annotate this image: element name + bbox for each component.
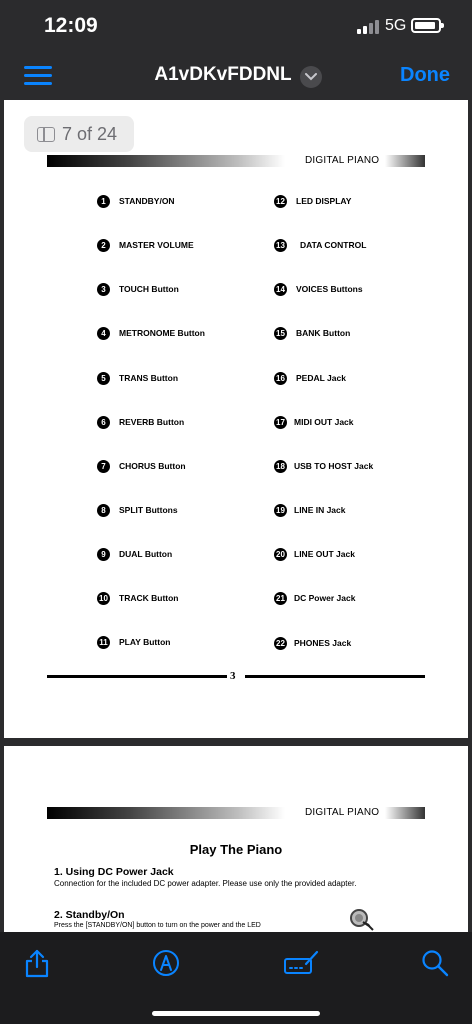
item-number: 3 <box>97 283 110 296</box>
legend-item <box>274 414 354 430</box>
item-number: 21 <box>274 592 287 605</box>
header-label: DIGITAL PIANO <box>305 807 380 818</box>
share-icon[interactable] <box>22 948 52 978</box>
item-label: METRONOME Button <box>119 328 205 338</box>
item-number: 20 <box>274 548 287 561</box>
item-label: SPLIT Buttons <box>119 505 178 515</box>
item-label: TRACK Button <box>119 593 179 603</box>
sidebar-icon <box>37 127 55 142</box>
item-number: 14 <box>274 283 287 296</box>
item-label: PLAY Button <box>119 637 171 647</box>
legend-item <box>274 281 363 297</box>
form-fill-icon[interactable] <box>284 948 320 978</box>
press-button-icon <box>349 908 375 932</box>
search-icon[interactable] <box>420 948 450 978</box>
subsection-text: Press the [STANDBY/ON] button to turn on the power and the LED <box>54 922 261 929</box>
item-number: 18 <box>274 460 287 473</box>
signal-icon <box>357 20 379 34</box>
section-title: Play The Piano <box>189 842 283 857</box>
subsection-heading: 2. Standby/On <box>54 909 125 921</box>
item-number: 6 <box>97 416 110 429</box>
item-label: LINE OUT Jack <box>294 549 355 559</box>
item-label: PHONES Jack <box>294 638 352 648</box>
item-number: 1 <box>97 195 110 208</box>
item-number: 5 <box>97 372 110 385</box>
item-number: 22 <box>274 637 287 650</box>
item-number: 15 <box>274 327 287 340</box>
item-label: DUAL Button <box>119 549 173 559</box>
item-label: PEDAL Jack <box>296 373 346 383</box>
status-bar <box>0 0 472 52</box>
legend-item <box>97 325 205 341</box>
item-number: 2 <box>97 239 110 252</box>
status-time: 12:09 <box>44 14 98 37</box>
legend-item <box>274 502 346 518</box>
legend-item <box>97 414 184 430</box>
legend-item <box>97 281 179 297</box>
legend-item <box>274 546 355 562</box>
battery-icon <box>411 18 441 33</box>
pdf-page-4 <box>4 746 468 932</box>
item-label: MIDI OUT Jack <box>294 417 354 427</box>
pdf-page-3 <box>4 100 468 738</box>
header-label: DIGITAL PIANO <box>305 155 380 166</box>
item-label: TRANS Button <box>119 373 179 383</box>
item-number: 10 <box>97 592 110 605</box>
legend-item <box>274 325 350 341</box>
item-label: DC Power Jack <box>294 593 356 603</box>
item-number: 16 <box>274 372 287 385</box>
legend-item <box>97 193 175 209</box>
legend-item <box>274 370 346 386</box>
subsection-text: Connection for the included DC power adapter. Please use only the provided adapter. <box>54 879 357 888</box>
footer-rule-right <box>245 675 425 678</box>
page-indicator-text: 7 of 24 <box>62 124 118 144</box>
legend-item <box>274 193 351 209</box>
item-label: LINE IN Jack <box>294 505 346 515</box>
footer-rule-left <box>47 675 227 678</box>
home-indicator[interactable] <box>152 1011 320 1016</box>
item-label: CHORUS Button <box>119 461 186 471</box>
item-label: VOICES Buttons <box>296 284 363 294</box>
item-number: 13 <box>274 239 287 252</box>
item-number: 11 <box>97 636 110 649</box>
legend-item <box>97 546 172 562</box>
item-number: 17 <box>274 416 287 429</box>
page-indicator <box>24 116 134 152</box>
legend-item <box>274 590 355 606</box>
document-title[interactable]: A1vDKvFDDNL <box>154 64 292 85</box>
network-type: 5G <box>385 17 407 34</box>
legend-item <box>97 634 170 650</box>
item-label: DATA CONTROL <box>300 240 367 250</box>
item-label: USB TO HOST Jack <box>294 461 374 471</box>
item-number: 8 <box>97 504 110 517</box>
legend-item <box>97 502 178 518</box>
markup-icon[interactable] <box>151 948 181 978</box>
legend-item <box>274 458 373 474</box>
item-label: STANDBY/ON <box>119 196 175 206</box>
legend-item <box>274 237 366 253</box>
item-label: MASTER VOLUME <box>119 240 194 250</box>
item-number: 4 <box>97 327 110 340</box>
legend-item <box>97 458 186 474</box>
item-number: 9 <box>97 548 110 561</box>
item-number: 12 <box>274 195 287 208</box>
legend-item <box>97 237 194 253</box>
done-button[interactable]: Done <box>400 64 450 86</box>
page-header <box>47 807 425 819</box>
legend-item <box>97 370 178 386</box>
item-label: TOUCH Button <box>119 284 179 294</box>
legend-item <box>97 590 178 606</box>
item-label: BANK Button <box>296 328 351 338</box>
nav-bar <box>0 52 472 100</box>
chevron-down-icon[interactable] <box>300 66 322 88</box>
page-header <box>47 155 425 167</box>
item-number: 19 <box>274 504 287 517</box>
item-label: LED DISPLAY <box>296 196 352 206</box>
page-number: 3 <box>230 670 236 682</box>
legend-item <box>274 635 351 651</box>
item-number: 7 <box>97 460 110 473</box>
subsection-heading: 1. Using DC Power Jack <box>54 866 174 878</box>
item-label: REVERB Button <box>119 417 185 427</box>
